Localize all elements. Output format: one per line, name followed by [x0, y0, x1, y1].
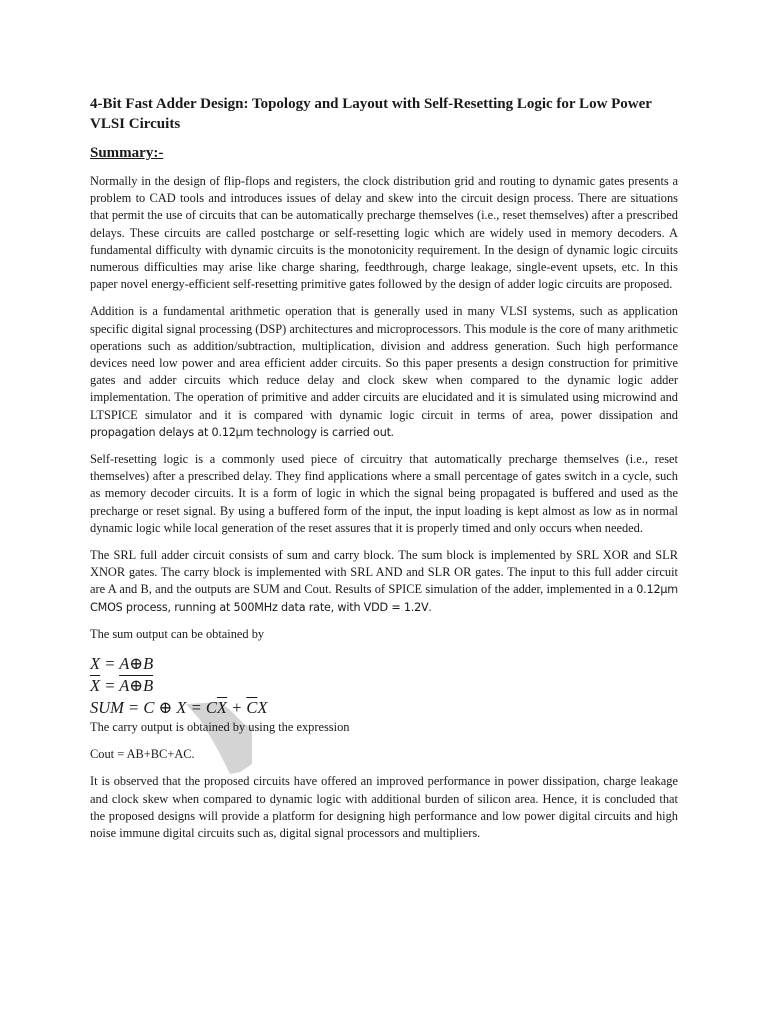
- paragraph-2-text: Addition is a fundamental arithmetic operation that is generally used in many VLSI systems, such as application specific digital signal processing (DSP) architectures and microprocessors. This module is the core of many arithmetic operations such as addition/subtraction, multiplication, division and address generation. Such high performance devices need low power and area efficient adder circuits. So this paper presents a design construction for primitive gates and adder circuits which reduce delay and clock skew when compared to the dynamic logic adder implementation. The operation of primitive and adder circuits are elucidated and it is simulated using microwind and LTSPICE simulator and it is compared with dynamic logic circuit in terms of area, power dissipation and: [90, 304, 678, 422]
- eq2-op: =: [100, 676, 120, 696]
- eq3-mid: C ⊕ X = C: [143, 698, 217, 718]
- eq1-lhs: X: [90, 654, 101, 674]
- paragraph-4: [90, 547, 678, 616]
- equation-3: [90, 697, 678, 719]
- eq1-rhs: A⊕B: [119, 654, 154, 674]
- paragraph-1: Normally in the design of flip-flops and registers, the clock distribution grid and routing to dynamic gates presents a problem to CAD tools and introduces issues of delay and skew into the circuit design process. There are situations that permit the use of circuits that can be automatically precharge themselves (i.e., reset themselves) after a prescribed delays. These circuits are called postcharge or self-resetting logic which are widely used in memory decoders. A fundamental difficulty with dynamic circuits is the monotonicity requirement. In the design of dynamic logic circuits numerous difficulties may arise like charge sharing, feedthrough, charge leakage, single-event upsets, etc. In this paper novel energy-efficient self-resetting primitive gates followed by the design of adder logic circuits are proposed.: [90, 174, 678, 292]
- document-title: 4-Bit Fast Adder Design: Topology and Layout with Self-Resetting Logic for Low Power VLSI Circuits: [90, 96, 652, 132]
- paragraph-7: Cout = AB+BC+AC.: [90, 747, 195, 762]
- paragraph-4-tail: 0.12µm CMOS process, running at 500MHz data rate, with VDD = 1.2V: [90, 583, 678, 614]
- paragraph-8: It is observed that the proposed circuits have offered an improved performance in power dissipation, charge leakage and clock skew when compared to dynamic logic with additional burden of silicon area. Hence, it is concluded that the proposed designs will provide a platform for designing high performance and low power digital circuits and high noise immune digital circuits such as, digital signal processors and multipliers.: [90, 774, 678, 841]
- eq1-op: =: [100, 654, 120, 674]
- summary-heading: Summary:-: [90, 145, 164, 161]
- equation-block: [90, 653, 678, 719]
- eq2-lhs: $\overline{X}$: [90, 676, 101, 696]
- eq3-end: X: [257, 698, 268, 718]
- paragraph-6: The carry output is obtained by using the expression: [90, 720, 350, 735]
- equation-2: [90, 675, 678, 697]
- eq3-c-bar: $\overline{C}$: [246, 698, 258, 718]
- paragraph-2-tail: propagation delays at 0.12µm technology is carried out: [90, 425, 391, 439]
- equation-1: [90, 653, 678, 675]
- eq3-x-bar: $\overline{X}$: [216, 698, 227, 718]
- paragraph-5: The sum output can be obtained by: [90, 626, 265, 641]
- eq2-rhs: A⊕B: [119, 676, 154, 696]
- eq3-plus: +: [226, 698, 247, 718]
- eq3-lhs: SUM: [90, 698, 124, 718]
- eq3-op: =: [123, 698, 144, 718]
- paragraph-4-text: The SRL full adder circuit consists of sum and carry block. The sum block is implemented by SRL XOR and SLR XNOR gates. The carry block is implemented with SRL AND and SLR OR gates. The input to this full adder circuit are A and B, and the outputs are SUM and Cout. Results of SPICE simulation of the adder, implemented in a: [90, 548, 678, 597]
- paragraph-2: [90, 303, 678, 441]
- paragraph-2-end: .: [390, 424, 394, 439]
- document-content: [90, 94, 678, 852]
- paragraph-4-end: .: [428, 599, 432, 614]
- paragraph-3: Self-resetting logic is a commonly used piece of circuitry that automatically precharge themselves (i.e., reset themselves) after a prescribed delay. They find applications where a small percentage of gates switch in a cycle, such as memory decoder circuits. It is a form of logic in which the signal being propagated is buffered and used as the precharge or reset signal. By using a buffered form of the input, the input loading is kept almost as low as in normal dynamic logic while local generation of the reset assures that it is properly timed and only occurs when needed.: [90, 452, 678, 535]
